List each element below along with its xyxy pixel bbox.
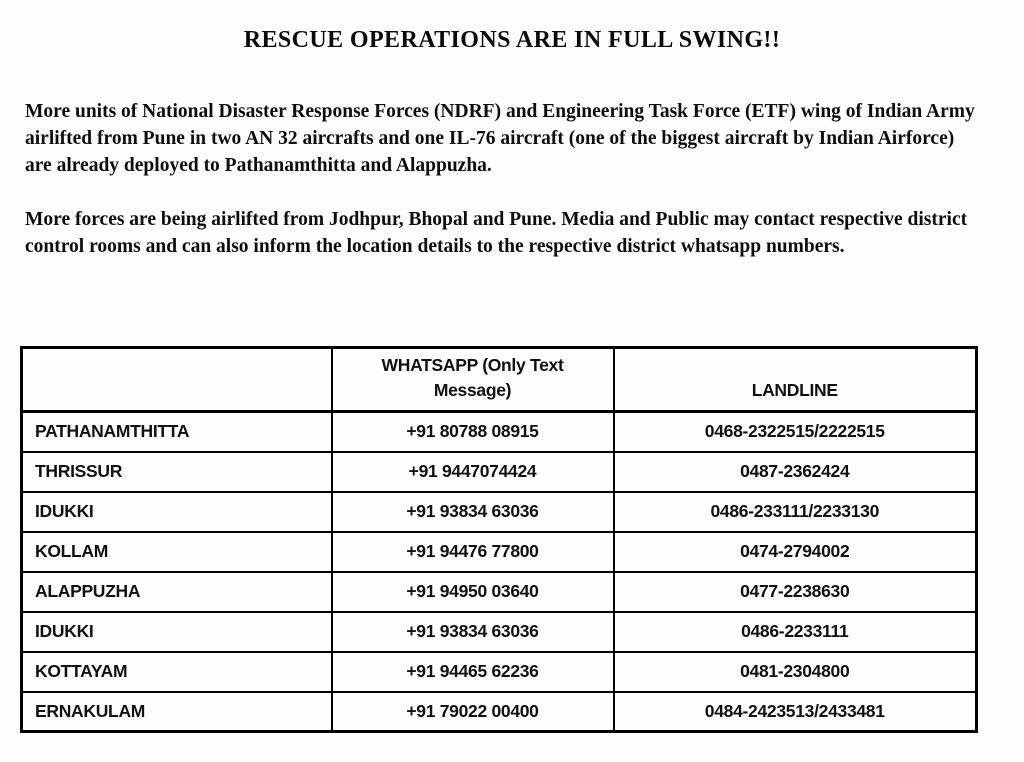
landline-cell: 0484-2423513/2433481: [614, 692, 977, 732]
whatsapp-cell: +91 80788 08915: [332, 412, 614, 452]
landline-cell: 0481-2304800: [614, 652, 977, 692]
whatsapp-cell: +91 94950 03640: [332, 572, 614, 612]
table-row: [22, 692, 977, 732]
landline-cell: 0474-2794002: [614, 532, 977, 572]
district-cell: KOTTAYAM: [22, 652, 332, 692]
landline-cell: 0486-233111/2233130: [614, 492, 977, 532]
district-cell: ERNAKULAM: [22, 692, 332, 732]
whatsapp-cell: +91 93834 63036: [332, 612, 614, 652]
district-cell: ALAPPUZHA: [22, 572, 332, 612]
header-whatsapp: [332, 348, 614, 412]
landline-cell: 0477-2238630: [614, 572, 977, 612]
district-cell: IDUKKI: [22, 612, 332, 652]
landline-cell: 0486-2233111: [614, 612, 977, 652]
table-row: [22, 652, 977, 692]
whatsapp-cell: +91 94465 62236: [332, 652, 614, 692]
whatsapp-cell: +91 79022 00400: [332, 692, 614, 732]
whatsapp-cell: +91 94476 77800: [332, 532, 614, 572]
district-cell: PATHANAMTHITTA: [22, 412, 332, 452]
table-row: [22, 492, 977, 532]
table-row: [22, 612, 977, 652]
table-row: [22, 532, 977, 572]
page-title: RESCUE OPERATIONS ARE IN FULL SWING!!: [243, 27, 781, 53]
landline-cell: 0487-2362424: [614, 452, 977, 492]
table-row: [22, 572, 977, 612]
table-row: [22, 412, 977, 452]
header-whatsapp-label: WHATSAPP (Only Text Message): [381, 355, 564, 400]
paragraph-contact-info: More forces are being airlifted from Jodhpur, Bhopal and Pune. Media and Public may contact respective district control rooms and can also inform the location details to the respective district whatsapp numbers.: [25, 209, 968, 257]
district-cell: THRISSUR: [22, 452, 332, 492]
table-header-row: [22, 348, 977, 412]
header-district: [22, 348, 332, 412]
paragraph-deployment: More units of National Disaster Response Forces (NDRF) and Engineering Task Force (ETF) wing of Indian Army airlifted from Pune in two AN 32 aircrafts and one IL-76 aircraft (one of the biggest aircraft by Indian Airforce) are already deployed to Pathanamthitta and Alappuzha.: [25, 101, 975, 176]
district-cell: IDUKKI: [22, 492, 332, 532]
district-contact-table: [20, 346, 978, 733]
whatsapp-cell: +91 93834 63036: [332, 492, 614, 532]
district-cell: KOLLAM: [22, 532, 332, 572]
table-row: [22, 452, 977, 492]
landline-cell: 0468-2322515/2222515: [614, 412, 977, 452]
whatsapp-cell: +91 9447074424: [332, 452, 614, 492]
header-landline: LANDLINE: [614, 348, 977, 412]
